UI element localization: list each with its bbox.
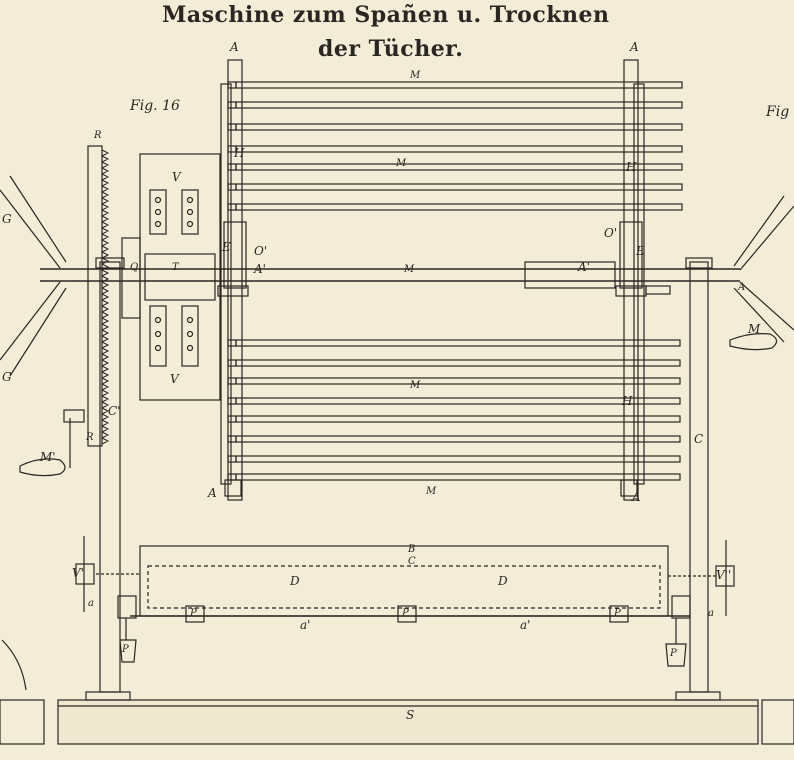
plate-title-line2: der Tücher. — [318, 36, 464, 62]
label-o-prime-right: O' — [604, 226, 618, 240]
label-v-double-prime: V'' — [716, 568, 732, 582]
label-m-bottom: M — [426, 486, 437, 497]
label-p-3: P — [614, 608, 621, 619]
label-a-bottom-right: A — [632, 490, 641, 504]
rod-end — [228, 436, 236, 442]
label-a-small-left: a — [88, 598, 94, 609]
rod-end — [228, 378, 236, 384]
rod-end — [228, 340, 236, 346]
lower-rods — [228, 340, 680, 480]
label-r-top: R — [94, 130, 102, 141]
rod-end — [228, 398, 236, 404]
label-h-right-upper: H — [626, 160, 637, 174]
label-v-prime: V' — [72, 566, 84, 580]
label-a-right-hub: A — [738, 282, 746, 293]
label-a-bottom-left: A — [208, 486, 217, 500]
label-a-prime-bar-left: a' — [300, 618, 311, 632]
figure-label-left: Fig. 16 — [130, 98, 180, 114]
label-c-trough: C — [408, 556, 416, 567]
drying-trough — [118, 546, 690, 666]
rod — [236, 416, 680, 422]
rod-end — [228, 82, 236, 88]
rod — [236, 474, 680, 480]
rod-end — [228, 360, 236, 366]
rod-end — [228, 184, 236, 190]
label-d-right: D — [498, 574, 508, 588]
rod-end — [228, 102, 236, 108]
label-h-left: H — [234, 146, 245, 160]
label-p-1: P — [190, 608, 197, 619]
label-p-weight-left: P — [122, 644, 129, 655]
label-m-shaft: M — [404, 264, 415, 275]
label-m-top: M — [410, 70, 421, 81]
label-a-top-right: A — [630, 40, 639, 54]
winding-mechanism — [122, 154, 220, 400]
label-m-crank: M — [748, 322, 761, 336]
figure-label-right: Fig — [766, 104, 790, 120]
label-v-top: V — [172, 170, 181, 184]
label-q: Q — [130, 262, 139, 273]
label-g-lower: G — [2, 370, 12, 384]
rod — [236, 184, 682, 190]
rod-end — [228, 474, 236, 480]
plate-title-line1: Maschine zum Spañen u. Trocknen — [162, 2, 610, 28]
crank-handles — [20, 334, 777, 476]
label-b: B — [408, 544, 416, 555]
label-d-left: D — [290, 574, 300, 588]
label-t: T — [172, 262, 179, 273]
label-c-prime: C' — [108, 404, 121, 418]
rod-end — [228, 456, 236, 462]
rod — [236, 398, 680, 404]
rod-end — [228, 164, 236, 170]
rod — [236, 102, 682, 108]
rod — [236, 436, 680, 442]
right-reel-spokes — [734, 196, 794, 342]
label-r-bottom: R — [86, 432, 94, 443]
label-v-bottom: V — [170, 372, 179, 386]
side-bars — [218, 60, 646, 500]
label-m-upper: M — [396, 158, 407, 169]
label-h-right-lower: H — [622, 394, 633, 408]
label-a-top-left: A — [230, 40, 239, 54]
label-m-prime-crank: M' — [40, 450, 56, 464]
left-reel-spokes — [0, 176, 66, 376]
gear-rack — [88, 146, 108, 446]
label-p-2: P — [402, 608, 409, 619]
label-o-prime-left: O' — [254, 244, 268, 258]
rod-end — [228, 416, 236, 422]
rod — [236, 146, 682, 152]
upper-rods — [228, 82, 682, 210]
rod — [236, 124, 682, 130]
rod — [236, 340, 680, 346]
rod — [236, 360, 680, 366]
label-e-left: E — [222, 240, 231, 254]
label-p-weight-right: P — [670, 648, 677, 659]
label-a-small-right: a — [708, 608, 714, 619]
rod — [236, 378, 680, 384]
rod — [236, 164, 682, 170]
label-c: C — [694, 432, 704, 446]
label-s: S — [406, 708, 415, 722]
rod — [236, 204, 682, 210]
frame-posts — [96, 258, 712, 692]
label-a-prime-left: A' — [254, 262, 266, 276]
label-g-upper: G — [2, 212, 12, 226]
label-a-prime-bar-right: a' — [520, 618, 531, 632]
rod — [236, 456, 680, 462]
rod-end — [228, 204, 236, 210]
label-m-lower: M — [410, 380, 421, 391]
rod — [236, 82, 682, 88]
tension-screws — [76, 536, 734, 616]
label-a-prime-right: A' — [578, 260, 590, 274]
label-e-right: E — [636, 244, 645, 258]
rod-end — [228, 124, 236, 130]
